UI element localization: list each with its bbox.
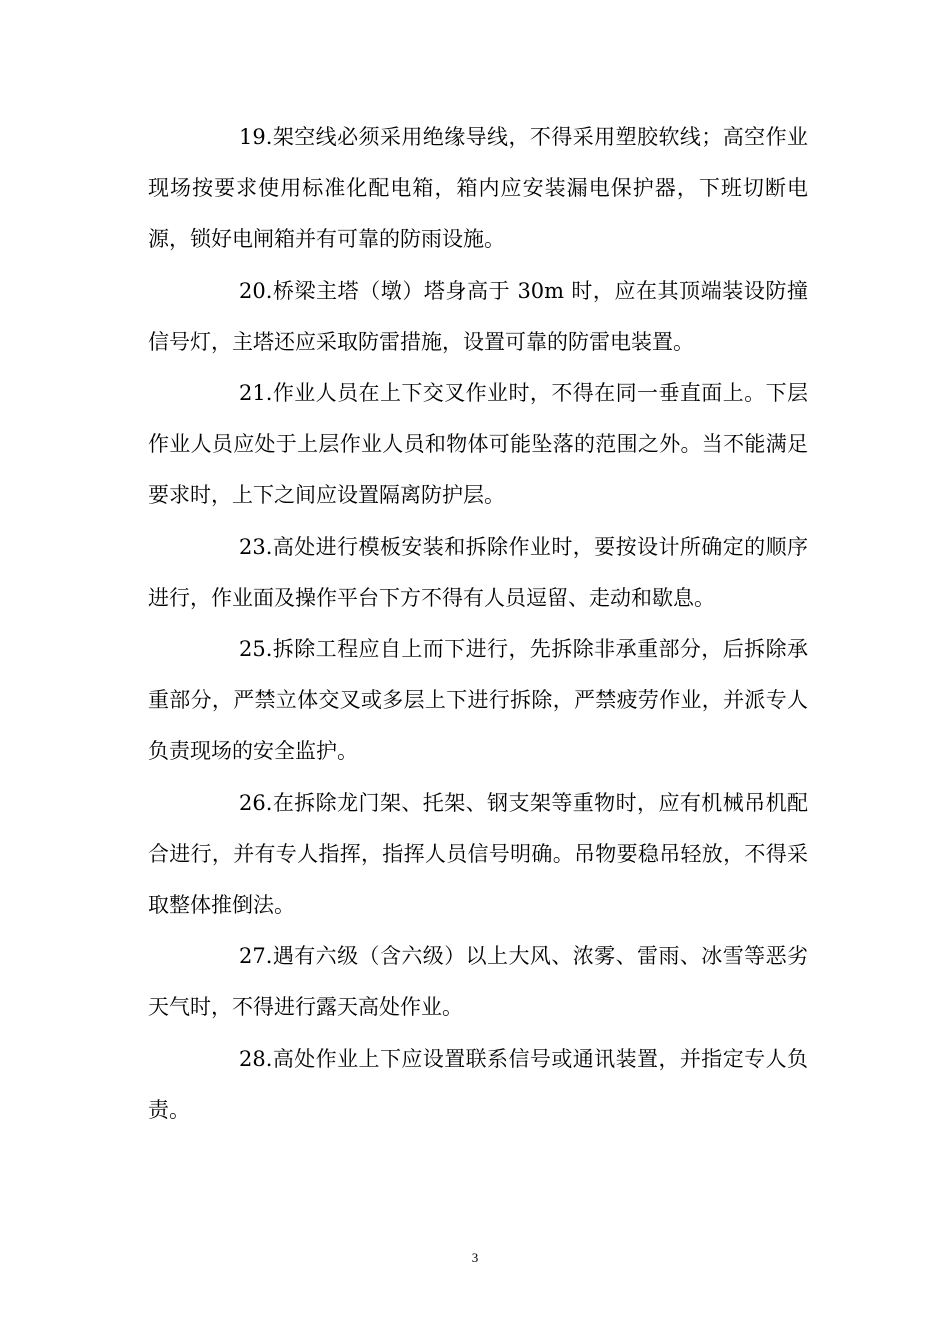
paragraph-20: 20.桥梁主塔（墩）塔身高于 30m 时，应在其顶端装设防撞信号灯，主塔还应采取防雷措施，设置可靠的防雷电装置。 — [148, 278, 808, 354]
paragraph-23: 23.高处进行模板安装和拆除作业时，要按设计所确定的顺序进行，作业面及操作平台下方不得有人员逗留、走动和歇息。 — [148, 534, 808, 610]
paragraph-28: 28.高处作业上下应设置联系信号或通讯装置，并指定专人负责。 — [148, 1046, 808, 1122]
page-number: 3 — [471, 1250, 479, 1265]
paragraph-19: 19.架空线必须采用绝缘导线，不得采用塑胶软线；高空作业现场按要求使用标准化配电箱，箱内应安装漏电保护器，下班切断电源，锁好电闸箱并有可靠的防雨设施。 — [148, 125, 808, 252]
paragraph-27: 27.遇有六级（含六级）以上大风、浓雾、雷雨、冰雪等恶劣天气时，不得进行露天高处作业。 — [148, 944, 808, 1020]
paragraph-25: 25.拆除工程应自上而下进行，先拆除非承重部分，后拆除承重部分，严禁立体交叉或多层上下进行拆除，严禁疲劳作业，并派专人负责现场的安全监护。 — [148, 637, 808, 764]
paragraph-21: 21.作业人员在上下交叉作业时，不得在同一垂直面上。下层作业人员应处于上层作业人员和物体可能坠落的范围之外。当不能满足要求时，上下之间应设置隔离防护层。 — [148, 381, 808, 508]
body-text — [148, 112, 808, 1136]
paragraph-26: 26.在拆除龙门架、托架、钢支架等重物时，应有机械吊机配合进行，并有专人指挥，指挥人员信号明确。吊物要稳吊轻放，不得采取整体推倒法。 — [148, 790, 808, 918]
